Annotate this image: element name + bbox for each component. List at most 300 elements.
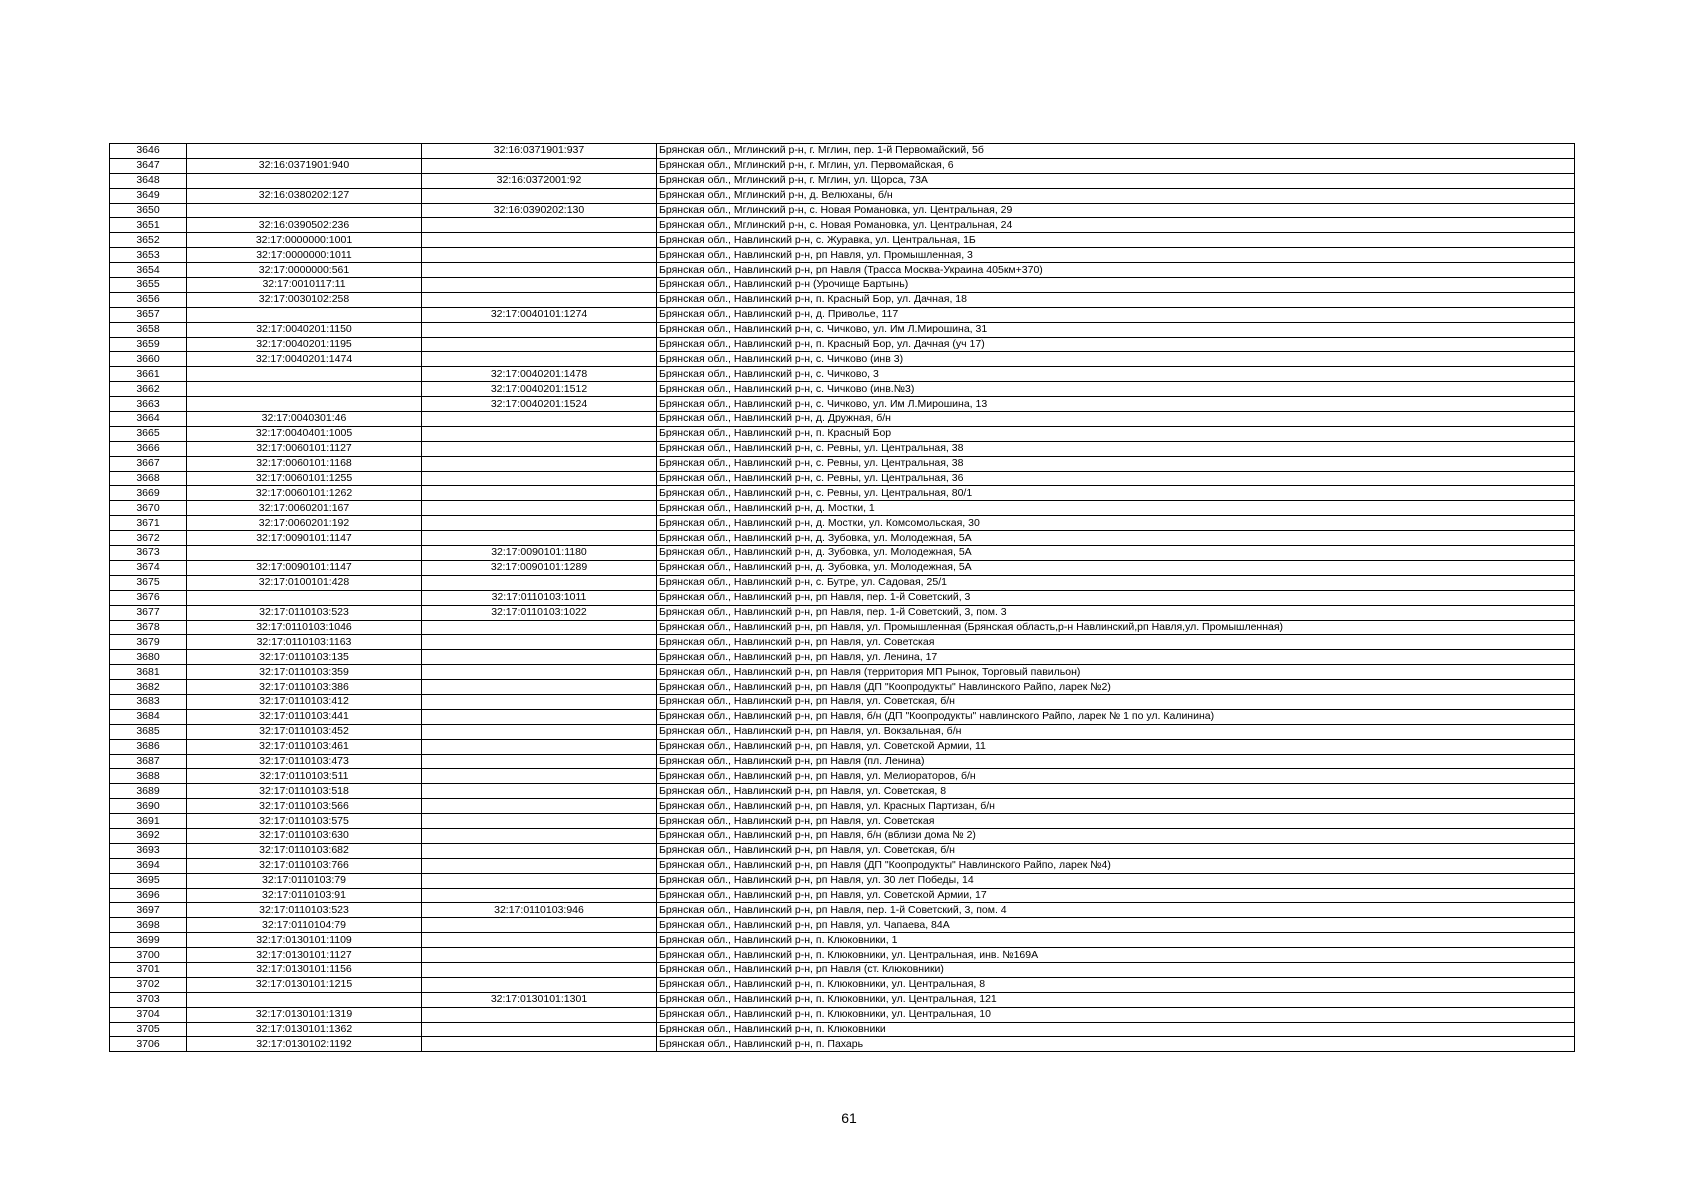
table-row — [110, 292, 1575, 307]
cadastral-number-a: 32:17:0040201:1195 — [187, 337, 422, 352]
address-cell: Брянская обл., Навлинский р-н, п. Красный Бор, ул. Дачная, 18 — [657, 292, 1575, 307]
address-cell: Брянская обл., Мглинский р-н, г. Мглин, ул. Первомайская, 6 — [657, 158, 1575, 173]
cadastral-number-b: 32:16:0371901:937 — [422, 144, 657, 159]
cadastral-number-a: 32:17:0110103:386 — [187, 680, 422, 695]
row-number: 3663 — [110, 397, 187, 412]
cadastral-number-b: 32:17:0040201:1478 — [422, 367, 657, 382]
cadastral-number-b — [422, 888, 657, 903]
table-row — [110, 620, 1575, 635]
cadastral-number-b: 32:17:0090101:1289 — [422, 560, 657, 575]
row-number: 3681 — [110, 665, 187, 680]
address-cell: Брянская обл., Навлинский р-н, рп Навля, ул. Промышленная (Брянская область,р-н Навлинский,рп Навля,ул. Промышленная) — [657, 620, 1575, 635]
table-row — [110, 471, 1575, 486]
cadastral-number-a: 32:17:0060101:1127 — [187, 441, 422, 456]
cadastral-number-a: 32:17:0090101:1147 — [187, 560, 422, 575]
row-number: 3706 — [110, 1037, 187, 1052]
table-row — [110, 426, 1575, 441]
address-cell: Брянская обл., Навлинский р-н, рп Навля (ст. Клюковники) — [657, 962, 1575, 977]
address-cell: Брянская обл., Навлинский р-н, рп Навля, пер. 1-й Советский, 3 — [657, 590, 1575, 605]
table-row — [110, 754, 1575, 769]
address-cell: Брянская обл., Навлинский р-н, с. Чичково (инв.№3) — [657, 382, 1575, 397]
row-number: 3649 — [110, 188, 187, 203]
table-row — [110, 799, 1575, 814]
cadastral-number-a: 32:17:0030102:258 — [187, 292, 422, 307]
table-row — [110, 1007, 1575, 1022]
cadastral-number-a: 32:17:0110104:79 — [187, 918, 422, 933]
cadastral-number-b — [422, 694, 657, 709]
table-row — [110, 263, 1575, 278]
table-row — [110, 962, 1575, 977]
cadastral-number-b — [422, 709, 657, 724]
table-row — [110, 278, 1575, 293]
address-cell: Брянская обл., Навлинский р-н, п. Красный Бор, ул. Дачная (уч 17) — [657, 337, 1575, 352]
address-cell: Брянская обл., Навлинский р-н, с. Ревны, ул. Центральная, 36 — [657, 471, 1575, 486]
address-cell: Брянская обл., Навлинский р-н, п. Клюковники, 1 — [657, 933, 1575, 948]
row-number: 3705 — [110, 1022, 187, 1037]
cadastral-number-a: 32:17:0100101:428 — [187, 575, 422, 590]
cadastral-number-a — [187, 307, 422, 322]
address-cell: Брянская обл., Навлинский р-н, с. Ревны, ул. Центральная, 80/1 — [657, 486, 1575, 501]
cadastral-number-a: 32:17:0060101:1262 — [187, 486, 422, 501]
cadastral-number-b: 32:17:0040201:1524 — [422, 397, 657, 412]
row-number: 3656 — [110, 292, 187, 307]
cadastral-number-b — [422, 531, 657, 546]
table-row — [110, 903, 1575, 918]
address-cell: Брянская обл., Навлинский р-н, рп Навля, ул. Промышленная, 3 — [657, 248, 1575, 263]
table-row — [110, 218, 1575, 233]
cadastral-number-a: 32:17:0110103:518 — [187, 784, 422, 799]
cadastral-number-a: 32:17:0110103:575 — [187, 814, 422, 829]
cadastral-number-b: 32:17:0110103:1011 — [422, 590, 657, 605]
address-cell: Брянская обл., Навлинский р-н, рп Навля, ул. Красных Партизан, б/н — [657, 799, 1575, 814]
cadastral-number-a — [187, 144, 422, 159]
address-cell: Брянская обл., Навлинский р-н, рп Навля, ул. Советской Армии, 11 — [657, 739, 1575, 754]
cadastral-number-b — [422, 486, 657, 501]
cadastral-number-a: 32:17:0130101:1127 — [187, 948, 422, 963]
cadastral-number-b — [422, 337, 657, 352]
cadastral-number-b: 32:17:0110103:946 — [422, 903, 657, 918]
row-number: 3693 — [110, 843, 187, 858]
cadastral-number-a: 32:17:0110103:766 — [187, 858, 422, 873]
address-cell: Брянская обл., Навлинский р-н, рп Навля (пл. Ленина) — [657, 754, 1575, 769]
table-row — [110, 367, 1575, 382]
cadastral-number-b — [422, 1007, 657, 1022]
cadastral-number-b — [422, 1022, 657, 1037]
address-cell: Брянская обл., Навлинский р-н, рп Навля, пер. 1-й Советский, 3, пом. 4 — [657, 903, 1575, 918]
table-row — [110, 948, 1575, 963]
cadastral-number-b — [422, 292, 657, 307]
address-cell: Брянская обл., Навлинский р-н, рп Навля (территория МП Рынок, Торговый павильон) — [657, 665, 1575, 680]
cadastral-number-a: 32:17:0110103:566 — [187, 799, 422, 814]
table-row — [110, 337, 1575, 352]
cadastral-number-b — [422, 977, 657, 992]
cadastral-number-a: 32:17:0060101:1168 — [187, 456, 422, 471]
row-number: 3682 — [110, 680, 187, 695]
table-row — [110, 501, 1575, 516]
row-number: 3692 — [110, 828, 187, 843]
cadastral-number-a: 32:17:0110103:511 — [187, 769, 422, 784]
address-cell: Брянская обл., Навлинский р-н (Урочище Бартынь) — [657, 278, 1575, 293]
address-cell: Брянская обл., Навлинский р-н, п. Клюковники, ул. Центральная, инв. №169А — [657, 948, 1575, 963]
page-number: 61 — [841, 1110, 857, 1126]
cadastral-number-a: 32:17:0110103:523 — [187, 605, 422, 620]
cadastral-number-b — [422, 322, 657, 337]
row-number: 3659 — [110, 337, 187, 352]
cadastral-number-b: 32:17:0040201:1512 — [422, 382, 657, 397]
cadastral-number-a: 32:17:0110103:1046 — [187, 620, 422, 635]
cadastral-number-a: 32:17:0110103:91 — [187, 888, 422, 903]
address-cell: Брянская обл., Навлинский р-н, с. Чичково, ул. Им Л.Мирошина, 31 — [657, 322, 1575, 337]
row-number: 3660 — [110, 352, 187, 367]
row-number: 3690 — [110, 799, 187, 814]
table-row — [110, 248, 1575, 263]
row-number: 3651 — [110, 218, 187, 233]
row-number: 3672 — [110, 531, 187, 546]
row-number: 3673 — [110, 546, 187, 561]
cadastral-number-a — [187, 590, 422, 605]
cadastral-number-a: 32:16:0371901:940 — [187, 158, 422, 173]
cadastral-number-b — [422, 873, 657, 888]
address-cell: Брянская обл., Навлинский р-н, с. Ревны, ул. Центральная, 38 — [657, 441, 1575, 456]
cadastral-number-a: 32:17:0130102:1192 — [187, 1037, 422, 1052]
table-row — [110, 769, 1575, 784]
table-row — [110, 382, 1575, 397]
address-cell: Брянская обл., Навлинский р-н, с. Бутре, ул. Садовая, 25/1 — [657, 575, 1575, 590]
cadastral-number-a — [187, 992, 422, 1007]
cadastral-number-b: 32:17:0040101:1274 — [422, 307, 657, 322]
row-number: 3700 — [110, 948, 187, 963]
table-row — [110, 456, 1575, 471]
row-number: 3679 — [110, 635, 187, 650]
cadastral-number-a: 32:17:0130101:1319 — [187, 1007, 422, 1022]
row-number: 3669 — [110, 486, 187, 501]
cadastral-number-a: 32:17:0130101:1362 — [187, 1022, 422, 1037]
cadastral-number-a: 32:17:0110103:359 — [187, 665, 422, 680]
table-row — [110, 858, 1575, 873]
cadastral-number-b — [422, 769, 657, 784]
row-number: 3647 — [110, 158, 187, 173]
cadastral-number-a: 32:17:0130101:1156 — [187, 962, 422, 977]
cadastral-number-a: 32:17:0110103:441 — [187, 709, 422, 724]
address-cell: Брянская обл., Навлинский р-н, с. Журавка, ул. Центральная, 1Б — [657, 233, 1575, 248]
cadastral-number-b — [422, 218, 657, 233]
address-cell: Брянская обл., Навлинский р-н, рп Навля, ул. Чапаева, 84А — [657, 918, 1575, 933]
cadastral-number-b — [422, 962, 657, 977]
cadastral-number-a: 32:17:0110103:461 — [187, 739, 422, 754]
cadastral-number-b — [422, 456, 657, 471]
cadastral-number-b — [422, 188, 657, 203]
cadastral-number-a: 32:17:0000000:561 — [187, 263, 422, 278]
cadastral-number-b — [422, 724, 657, 739]
cadastral-number-b — [422, 352, 657, 367]
cadastral-number-a: 32:17:0040401:1005 — [187, 426, 422, 441]
table-row — [110, 531, 1575, 546]
address-cell: Брянская обл., Навлинский р-н, рп Навля (Трасса Москва-Украина 405км+370) — [657, 263, 1575, 278]
row-number: 3678 — [110, 620, 187, 635]
cadastral-number-b — [422, 620, 657, 635]
row-number: 3691 — [110, 814, 187, 829]
cadastral-number-b — [422, 426, 657, 441]
row-number: 3664 — [110, 412, 187, 427]
row-number: 3689 — [110, 784, 187, 799]
cadastral-number-b — [422, 784, 657, 799]
row-number: 3695 — [110, 873, 187, 888]
row-number: 3675 — [110, 575, 187, 590]
address-cell: Брянская обл., Навлинский р-н, п. Клюковники, ул. Центральная, 121 — [657, 992, 1575, 1007]
cadastral-number-a: 32:17:0040201:1474 — [187, 352, 422, 367]
table-row — [110, 694, 1575, 709]
cadastral-number-b: 32:16:0372001:92 — [422, 173, 657, 188]
table-row — [110, 665, 1575, 680]
cadastral-number-b — [422, 650, 657, 665]
cadastral-number-a: 32:17:0060201:167 — [187, 501, 422, 516]
row-number: 3658 — [110, 322, 187, 337]
table-row — [110, 1037, 1575, 1052]
row-number: 3666 — [110, 441, 187, 456]
address-cell: Брянская обл., Навлинский р-н, д. Зубовка, ул. Молодежная, 5А — [657, 546, 1575, 561]
row-number: 3703 — [110, 992, 187, 1007]
row-number: 3696 — [110, 888, 187, 903]
cadastral-number-a — [187, 382, 422, 397]
cadastral-number-a — [187, 367, 422, 382]
table-row — [110, 724, 1575, 739]
address-cell: Брянская обл., Навлинский р-н, рп Навля, пер. 1-й Советский, 3, пом. 3 — [657, 605, 1575, 620]
row-number: 3648 — [110, 173, 187, 188]
address-cell: Брянская обл., Навлинский р-н, рп Навля, б/н (вблизи дома № 2) — [657, 828, 1575, 843]
table-row — [110, 412, 1575, 427]
table-row — [110, 814, 1575, 829]
cadastral-number-a — [187, 546, 422, 561]
cadastral-number-b — [422, 248, 657, 263]
cadastral-number-b: 32:17:0090101:1180 — [422, 546, 657, 561]
row-number: 3699 — [110, 933, 187, 948]
table-row — [110, 992, 1575, 1007]
table-row — [110, 575, 1575, 590]
table-row — [110, 1022, 1575, 1037]
row-number: 3646 — [110, 144, 187, 159]
row-number: 3698 — [110, 918, 187, 933]
address-cell: Брянская обл., Навлинский р-н, п. Клюковники — [657, 1022, 1575, 1037]
table-row — [110, 352, 1575, 367]
cadastral-number-a: 32:17:0090101:1147 — [187, 531, 422, 546]
cadastral-number-b: 32:17:0130101:1301 — [422, 992, 657, 1007]
address-cell: Брянская обл., Навлинский р-н, рп Навля, ул. Мелиораторов, б/н — [657, 769, 1575, 784]
cadastral-number-a: 32:16:0380202:127 — [187, 188, 422, 203]
cadastral-number-b: 32:17:0110103:1022 — [422, 605, 657, 620]
row-number: 3654 — [110, 263, 187, 278]
address-cell: Брянская обл., Навлинский р-н, с. Ревны, ул. Центральная, 38 — [657, 456, 1575, 471]
cadastral-number-a: 32:16:0390502:236 — [187, 218, 422, 233]
row-number: 3697 — [110, 903, 187, 918]
cadastral-number-a: 32:17:0060201:192 — [187, 516, 422, 531]
address-cell: Брянская обл., Мглинский р-н, г. Мглин, пер. 1-й Первомайский, 5б — [657, 144, 1575, 159]
address-cell: Брянская обл., Навлинский р-н, рп Навля, ул. Советская, б/н — [657, 843, 1575, 858]
cadastral-number-b: 32:16:0390202:130 — [422, 203, 657, 218]
table-row — [110, 843, 1575, 858]
address-cell: Брянская обл., Мглинский р-н, г. Мглин, ул. Щорса, 73А — [657, 173, 1575, 188]
table-row — [110, 158, 1575, 173]
cadastral-number-b — [422, 665, 657, 680]
cadastral-number-b — [422, 858, 657, 873]
cadastral-number-a: 32:17:0130101:1109 — [187, 933, 422, 948]
cadastral-number-a: 32:17:0110103:473 — [187, 754, 422, 769]
address-cell: Брянская обл., Навлинский р-н, д. Зубовка, ул. Молодежная, 5А — [657, 560, 1575, 575]
row-number: 3701 — [110, 962, 187, 977]
cadastral-number-b — [422, 754, 657, 769]
cadastral-number-a: 32:17:0110103:135 — [187, 650, 422, 665]
row-number: 3694 — [110, 858, 187, 873]
row-number: 3671 — [110, 516, 187, 531]
row-number: 3687 — [110, 754, 187, 769]
table-body — [110, 144, 1575, 1052]
cadastral-number-b — [422, 278, 657, 293]
row-number: 3684 — [110, 709, 187, 724]
cadastral-number-a: 32:17:0000000:1011 — [187, 248, 422, 263]
address-cell: Брянская обл., Навлинский р-н, рп Навля, ул. Советская — [657, 635, 1575, 650]
cadastral-number-a: 32:17:0130101:1215 — [187, 977, 422, 992]
table-row — [110, 397, 1575, 412]
address-cell: Брянская обл., Навлинский р-н, п. Клюковники, ул. Центральная, 8 — [657, 977, 1575, 992]
cadastral-number-b — [422, 471, 657, 486]
cadastral-number-a: 32:17:0060101:1255 — [187, 471, 422, 486]
row-number: 3650 — [110, 203, 187, 218]
cadastral-number-b — [422, 680, 657, 695]
address-cell: Брянская обл., Навлинский р-н, д. Приволье, 117 — [657, 307, 1575, 322]
row-number: 3702 — [110, 977, 187, 992]
cadastral-number-a: 32:17:0040301:46 — [187, 412, 422, 427]
cadastral-number-a — [187, 203, 422, 218]
cadastral-number-b — [422, 843, 657, 858]
cadastral-number-b — [422, 501, 657, 516]
row-number: 3676 — [110, 590, 187, 605]
cadastral-number-a: 32:17:0110103:523 — [187, 903, 422, 918]
table-row — [110, 918, 1575, 933]
address-cell: Брянская обл., Навлинский р-н, рп Навля, ул. Советской Армии, 17 — [657, 888, 1575, 903]
table-row — [110, 516, 1575, 531]
address-cell: Брянская обл., Навлинский р-н, рп Навля, б/н (ДП "Коопродукты" навлинского Райпо, ларек № 1 по ул. Калинина) — [657, 709, 1575, 724]
table-row — [110, 605, 1575, 620]
cadastral-number-b — [422, 933, 657, 948]
table-row — [110, 307, 1575, 322]
address-cell: Брянская обл., Навлинский р-н, п. Клюковники, ул. Центральная, 10 — [657, 1007, 1575, 1022]
address-cell: Брянская обл., Навлинский р-н, рп Навля (ДП "Коопродукты" Навлинского Райпо, ларек №4) — [657, 858, 1575, 873]
row-number: 3665 — [110, 426, 187, 441]
table-row — [110, 233, 1575, 248]
table-row — [110, 933, 1575, 948]
table-row — [110, 888, 1575, 903]
row-number: 3677 — [110, 605, 187, 620]
row-number: 3657 — [110, 307, 187, 322]
table-row — [110, 635, 1575, 650]
table-row — [110, 486, 1575, 501]
table-row — [110, 441, 1575, 456]
address-cell: Брянская обл., Навлинский р-н, рп Навля, ул. Ленина, 17 — [657, 650, 1575, 665]
table-row — [110, 560, 1575, 575]
row-number: 3653 — [110, 248, 187, 263]
cadastral-number-b — [422, 575, 657, 590]
cadastral-number-b — [422, 635, 657, 650]
address-cell: Брянская обл., Мглинский р-н, с. Новая Романовка, ул. Центральная, 29 — [657, 203, 1575, 218]
table-row — [110, 977, 1575, 992]
cadastral-number-a: 32:17:0110103:412 — [187, 694, 422, 709]
address-cell: Брянская обл., Навлинский р-н, рп Навля, ул. 30 лет Победы, 14 — [657, 873, 1575, 888]
cadastral-number-a: 32:17:0000000:1001 — [187, 233, 422, 248]
cadastral-number-a: 32:17:0040201:1150 — [187, 322, 422, 337]
cadastral-number-b — [422, 158, 657, 173]
table-row — [110, 173, 1575, 188]
cadastral-number-a — [187, 397, 422, 412]
row-number: 3704 — [110, 1007, 187, 1022]
cadastral-number-a: 32:17:0110103:682 — [187, 843, 422, 858]
table-row — [110, 546, 1575, 561]
cadastral-number-b — [422, 412, 657, 427]
table-row — [110, 590, 1575, 605]
address-cell: Брянская обл., Навлинский р-н, рп Навля, ул. Советская, 8 — [657, 784, 1575, 799]
row-number: 3655 — [110, 278, 187, 293]
cadastral-number-a: 32:17:0110103:79 — [187, 873, 422, 888]
cadastral-number-a: 32:17:0010117:11 — [187, 278, 422, 293]
address-cell: Брянская обл., Навлинский р-н, рп Навля, ул. Вокзальная, б/н — [657, 724, 1575, 739]
table-row — [110, 784, 1575, 799]
table-row — [110, 188, 1575, 203]
address-cell: Брянская обл., Навлинский р-н, п. Красный Бор — [657, 426, 1575, 441]
address-cell: Брянская обл., Навлинский р-н, д. Мостки, ул. Комсомольская, 30 — [657, 516, 1575, 531]
cadastral-number-b — [422, 918, 657, 933]
table-row — [110, 709, 1575, 724]
address-cell: Брянская обл., Навлинский р-н, рп Навля, ул. Советская — [657, 814, 1575, 829]
cadastral-number-b — [422, 739, 657, 754]
cadastral-number-b — [422, 441, 657, 456]
row-number: 3670 — [110, 501, 187, 516]
address-cell: Брянская обл., Навлинский р-н, с. Чичково, ул. Им Л.Мирошина, 13 — [657, 397, 1575, 412]
table-row — [110, 873, 1575, 888]
table-row — [110, 322, 1575, 337]
address-cell: Брянская обл., Навлинский р-н, д. Мостки, 1 — [657, 501, 1575, 516]
table-row — [110, 680, 1575, 695]
row-number: 3686 — [110, 739, 187, 754]
row-number: 3680 — [110, 650, 187, 665]
cadastral-number-b — [422, 263, 657, 278]
address-cell: Брянская обл., Навлинский р-н, с. Чичково, 3 — [657, 367, 1575, 382]
cadastral-number-b — [422, 828, 657, 843]
cadastral-number-b — [422, 799, 657, 814]
data-table — [109, 143, 1575, 1052]
row-number: 3667 — [110, 456, 187, 471]
table-row — [110, 144, 1575, 159]
address-cell: Брянская обл., Навлинский р-н, д. Дружная, б/н — [657, 412, 1575, 427]
table-row — [110, 828, 1575, 843]
table-row — [110, 650, 1575, 665]
row-number: 3683 — [110, 694, 187, 709]
address-cell: Брянская обл., Навлинский р-н, рп Навля, ул. Советская, б/н — [657, 694, 1575, 709]
table-row — [110, 739, 1575, 754]
address-cell: Брянская обл., Навлинский р-н, рп Навля (ДП "Коопродукты" Навлинского Райпо, ларек №2) — [657, 680, 1575, 695]
row-number: 3674 — [110, 560, 187, 575]
address-cell: Брянская обл., Навлинский р-н, д. Зубовка, ул. Молодежная, 5А — [657, 531, 1575, 546]
row-number: 3688 — [110, 769, 187, 784]
address-cell: Брянская обл., Навлинский р-н, п. Пахарь — [657, 1037, 1575, 1052]
row-number: 3668 — [110, 471, 187, 486]
cadastral-number-b — [422, 1037, 657, 1052]
cadastral-number-a: 32:17:0110103:1163 — [187, 635, 422, 650]
table-row — [110, 203, 1575, 218]
cadastral-number-b — [422, 233, 657, 248]
row-number: 3652 — [110, 233, 187, 248]
cadastral-number-b — [422, 814, 657, 829]
cadastral-number-a: 32:17:0110103:630 — [187, 828, 422, 843]
cadastral-number-b — [422, 516, 657, 531]
row-number: 3662 — [110, 382, 187, 397]
